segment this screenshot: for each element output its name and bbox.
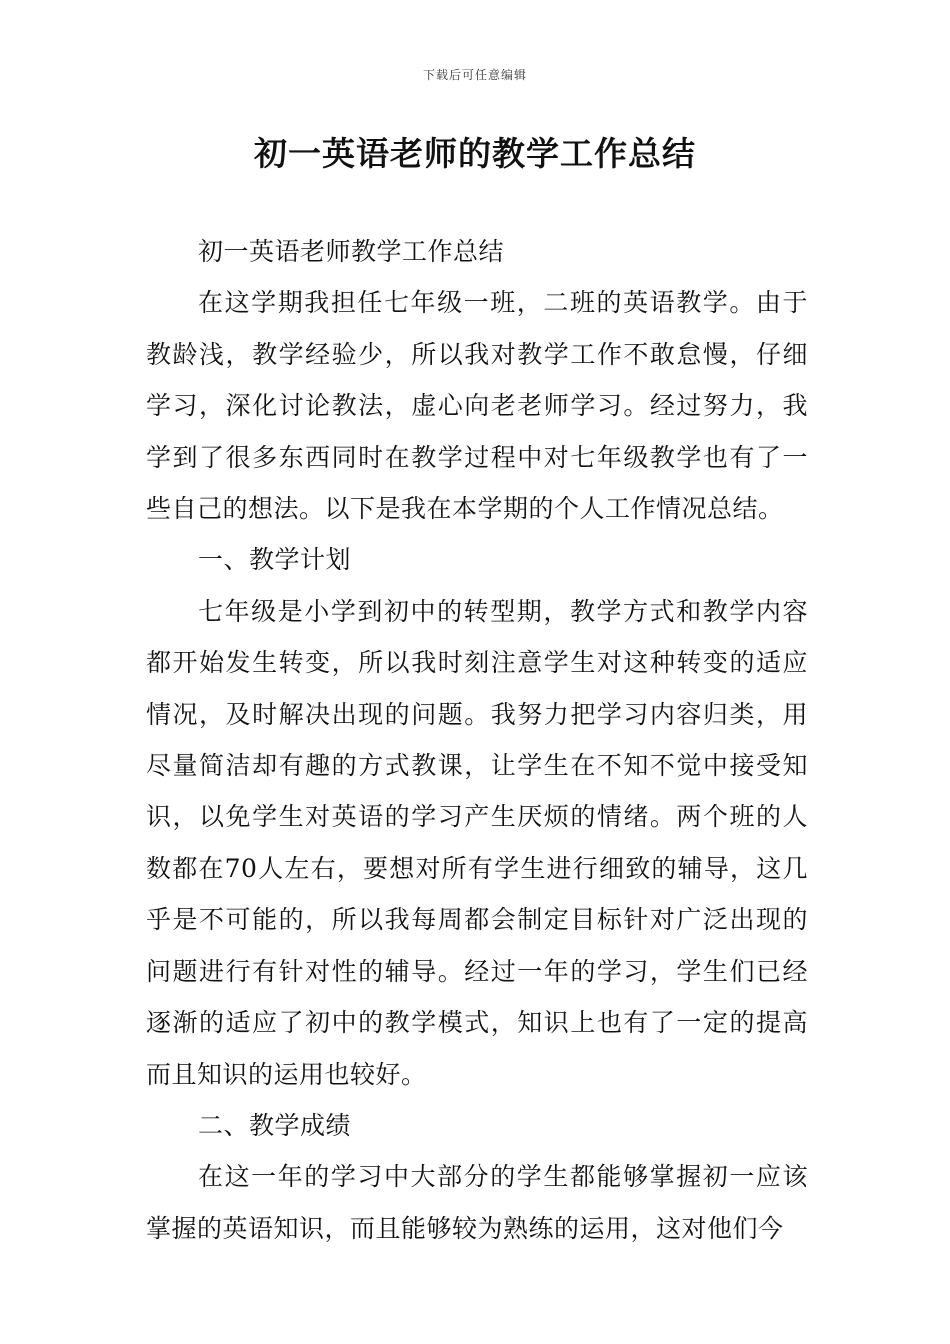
teaching-results-paragraph: 在这一年的学习中大部分的学生都能够掌握初一应该掌握的英语知识，而且能够较为熟练的运用，这对他们今 <box>146 1162 808 1243</box>
document-body <box>146 226 808 1254</box>
section-heading-teaching-results: 二、教学成绩 <box>198 1110 352 1140</box>
teaching-plan-paragraph: 七年级是小学到初中的转型期，教学方式和教学内容都开始发生转变，所以我时刻注意学生对这种转变的适应情况，及时解决出现的问题。我努力把学习内容归类，用尽量简洁却有趣的方式教课，让学生在不知不觉中接受知识，以免学生对英语的学习产生厌烦的情绪。两个班的人数都在70人左右，要想对所有学生进行细致的辅导，这几乎是不可能的，所以我每周都会制定目标针对广泛出现的问题进行有针对性的辅导。经过一年的学习，学生们已经逐渐的适应了初中的教学模式，知识上也有了一定的提高而且知识的运用也较好。 <box>146 596 808 1089</box>
subtitle-paragraph: 初一英语老师教学工作总结 <box>198 237 505 266</box>
intro-paragraph: 在这学期我担任七年级一班，二班的英语教学。由于教龄浅，教学经验少，所以我对教学工作不敢怠慢，仔细学习，深化讨论教法，虚心向老老师学习。经过努力，我学到了很多东西同时在教学过程中对七年级教学也有了一些自己的想法。以下是我在本学期的个人工作情况总结。 <box>146 288 808 524</box>
document-title: 初一英语老师的教学工作总结 <box>254 134 696 173</box>
section-heading-teaching-plan: 一、教学计划 <box>198 545 352 575</box>
header-note: 下载后可任意编辑 <box>422 68 527 82</box>
